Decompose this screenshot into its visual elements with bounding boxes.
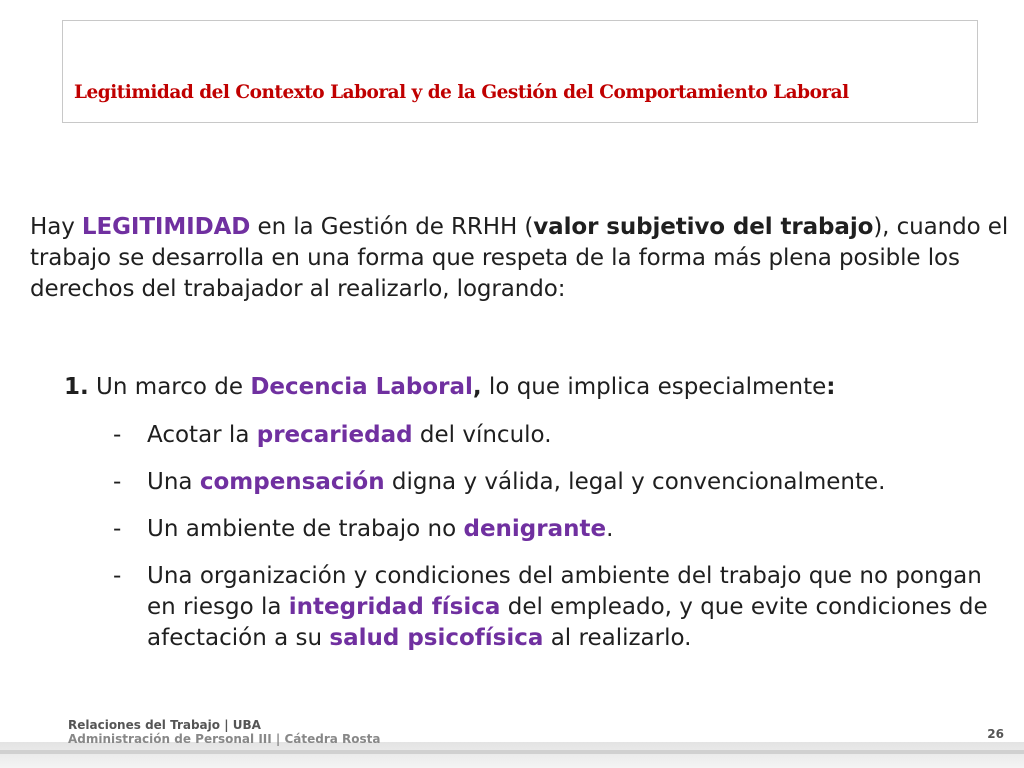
bullet-text: al realizarlo. bbox=[543, 625, 692, 651]
precariedad-highlight: precariedad bbox=[256, 422, 413, 448]
footer-line-1: Relaciones del Trabajo | UBA bbox=[68, 718, 261, 732]
footer-line-2: Administración de Personal III | Cátedra Rosta bbox=[68, 732, 381, 746]
list-item bbox=[113, 420, 993, 451]
point-1-colon: : bbox=[826, 374, 836, 400]
point-1 bbox=[64, 372, 984, 403]
legitimidad-highlight: LEGITIMIDAD bbox=[81, 214, 251, 240]
point-1-number: 1. bbox=[64, 374, 89, 400]
slide-title: Legitimidad del Contexto Laboral y de la Gestión del Comportamiento Laboral bbox=[74, 82, 849, 103]
page-number: 26 bbox=[987, 727, 1004, 741]
dash-bullet: - bbox=[113, 563, 122, 589]
list-item bbox=[113, 561, 993, 654]
point-1-comma: , bbox=[472, 374, 482, 400]
dash-bullet: - bbox=[113, 469, 122, 495]
denigrante-highlight: denigrante bbox=[463, 516, 607, 542]
list-item bbox=[113, 514, 993, 545]
intro-paragraph bbox=[30, 212, 1015, 305]
dash-bullet: - bbox=[113, 422, 122, 448]
salud-psicofisica-highlight: salud psicofísica bbox=[329, 625, 544, 651]
bullet-text: Un ambiente de trabajo no bbox=[147, 516, 464, 542]
bullet-text: . bbox=[606, 516, 614, 542]
bullet-text: Acotar la bbox=[147, 422, 257, 448]
bullet-text: del empleado, y que evite condiciones de afectación a su bbox=[147, 594, 988, 651]
bullet-text: Una bbox=[147, 469, 200, 495]
bottom-divider bbox=[0, 750, 1024, 754]
dash-bullet: - bbox=[113, 516, 122, 542]
valor-subjetivo-highlight: valor subjetivo del trabajo bbox=[533, 214, 874, 240]
bullet-text: digna y válida, legal y convencionalmente. bbox=[384, 469, 886, 495]
bullet-text: Una organización y condiciones del ambiente del trabajo que no pongan en riesgo la bbox=[147, 563, 982, 620]
bullet-list bbox=[113, 420, 993, 654]
footer-text bbox=[68, 718, 380, 746]
point-1-text-1: Un marco de bbox=[88, 374, 251, 400]
bullet-text: del vínculo. bbox=[412, 422, 552, 448]
compensacion-highlight: compensación bbox=[199, 469, 385, 495]
intro-text-3: ), cuando el trabajo se desarrolla en una forma que respeta de la forma más plena posible los derechos del trabajador al realizarlo, logrando: bbox=[30, 214, 1009, 302]
intro-text-1: Hay bbox=[30, 214, 82, 240]
integridad-fisica-highlight: integridad física bbox=[288, 594, 501, 620]
intro-text-2: en la Gestión de RRHH ( bbox=[250, 214, 534, 240]
title-box bbox=[62, 20, 978, 123]
decencia-laboral-highlight: Decencia Laboral bbox=[250, 374, 473, 400]
list-item bbox=[113, 467, 993, 498]
point-1-text-2: lo que implica especialmente bbox=[481, 374, 827, 400]
